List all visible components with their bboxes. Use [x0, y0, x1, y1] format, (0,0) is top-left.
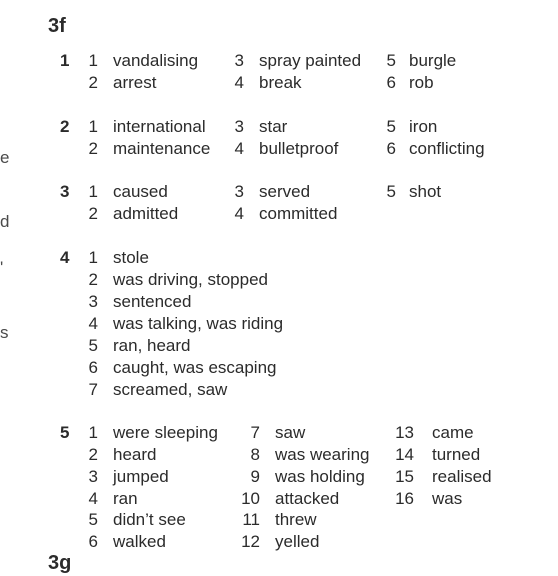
item-number: 4	[234, 139, 244, 158]
answer-text: didn’t see	[113, 510, 186, 529]
item-number: 4	[88, 489, 98, 508]
item-number: 13	[395, 423, 414, 442]
item-number: 4	[234, 204, 244, 223]
answer-text: conflicting	[409, 139, 485, 158]
item-number: 6	[88, 358, 98, 377]
item-number: 1	[88, 248, 98, 267]
answer-text: walked	[113, 532, 166, 551]
item-number: 3	[88, 292, 98, 311]
answer-text: break	[259, 73, 302, 92]
item-number: 11	[242, 510, 260, 529]
item-number: 16	[395, 489, 414, 508]
answer-text: vandalising	[113, 51, 199, 70]
item-number: 5	[386, 182, 396, 201]
item-number: 2	[88, 139, 98, 158]
answer-text: yelled	[275, 532, 320, 551]
item-number: 8	[250, 445, 260, 464]
answer-text: iron	[409, 117, 438, 136]
item-number: 12	[241, 532, 260, 551]
margin-fragment: s	[0, 323, 9, 342]
answer-text: came	[432, 423, 474, 442]
item-number: 3	[88, 467, 98, 486]
answer-text: were sleeping	[113, 423, 218, 442]
item-number: 4	[234, 73, 244, 92]
section-heading-3g: 3g	[48, 552, 72, 574]
item-number: 5	[88, 510, 98, 529]
item-number: 1	[88, 117, 98, 136]
item-number: 3	[234, 51, 244, 70]
item-number: 1	[88, 51, 98, 70]
exercise-number: 1	[60, 51, 70, 70]
item-number: 2	[88, 204, 98, 223]
exercise-number: 5	[60, 423, 70, 442]
item-number: 6	[386, 73, 396, 92]
answer-text: arrest	[113, 73, 157, 92]
answer-text: caused	[113, 182, 168, 201]
answer-text: turned	[432, 445, 481, 464]
item-number: 1	[88, 423, 98, 442]
answer-text: ran	[113, 489, 138, 508]
answer-text: was holding	[275, 467, 365, 486]
item-number: 9	[250, 467, 260, 486]
item-number: 2	[88, 73, 98, 92]
answer-text: served	[259, 182, 311, 201]
answer-text: star	[259, 117, 288, 136]
section-heading-3f: 3f	[48, 15, 66, 37]
item-number: 15	[395, 467, 414, 486]
margin-fragment: d	[0, 212, 10, 231]
answer-text: stole	[113, 248, 149, 267]
item-number: 2	[88, 445, 98, 464]
answer-text: spray painted	[259, 51, 362, 70]
answer-text: sentenced	[113, 292, 192, 311]
answer-text: committed	[259, 204, 338, 223]
item-number: 3	[234, 117, 244, 136]
item-number: 2	[88, 270, 98, 289]
answer-text: was wearing	[275, 445, 370, 464]
item-number: 6	[88, 532, 98, 551]
exercise-number: 3	[60, 182, 70, 201]
exercise-number: 2	[60, 117, 70, 136]
answer-text: international	[113, 117, 206, 136]
item-number: 1	[88, 182, 98, 201]
answer-text: rob	[409, 73, 434, 92]
answer-text: bulletproof	[259, 139, 339, 158]
answer-text: jumped	[113, 467, 169, 486]
item-number: 7	[250, 423, 260, 442]
item-number: 4	[88, 314, 98, 333]
answer-text: caught, was escaping	[113, 358, 277, 377]
answer-text: attacked	[275, 489, 340, 508]
answer-text: screamed, saw	[113, 380, 228, 399]
item-number: 5	[386, 117, 396, 136]
item-number: 14	[395, 445, 414, 464]
answer-text: threw	[275, 510, 317, 529]
answer-text: was	[432, 489, 463, 508]
margin-fragment: e	[0, 148, 10, 167]
answer-text: was talking, was riding	[113, 314, 284, 333]
answer-text: heard	[113, 445, 157, 464]
answer-text: burgle	[409, 51, 457, 70]
answer-text: saw	[275, 423, 306, 442]
item-number: 3	[234, 182, 244, 201]
answer-text: maintenance	[113, 139, 211, 158]
answer-text: ran, heard	[113, 336, 191, 355]
item-number: 10	[241, 489, 260, 508]
item-number: 5	[88, 336, 98, 355]
answer-text: admitted	[113, 204, 179, 223]
item-number: 6	[386, 139, 396, 158]
answer-text: realised	[432, 467, 492, 486]
exercise-number: 4	[60, 248, 70, 267]
item-number: 5	[386, 51, 396, 70]
answer-text: was driving, stopped	[113, 270, 268, 289]
margin-fragment: '	[0, 258, 4, 277]
item-number: 7	[88, 380, 98, 399]
answer-text: shot	[409, 182, 442, 201]
